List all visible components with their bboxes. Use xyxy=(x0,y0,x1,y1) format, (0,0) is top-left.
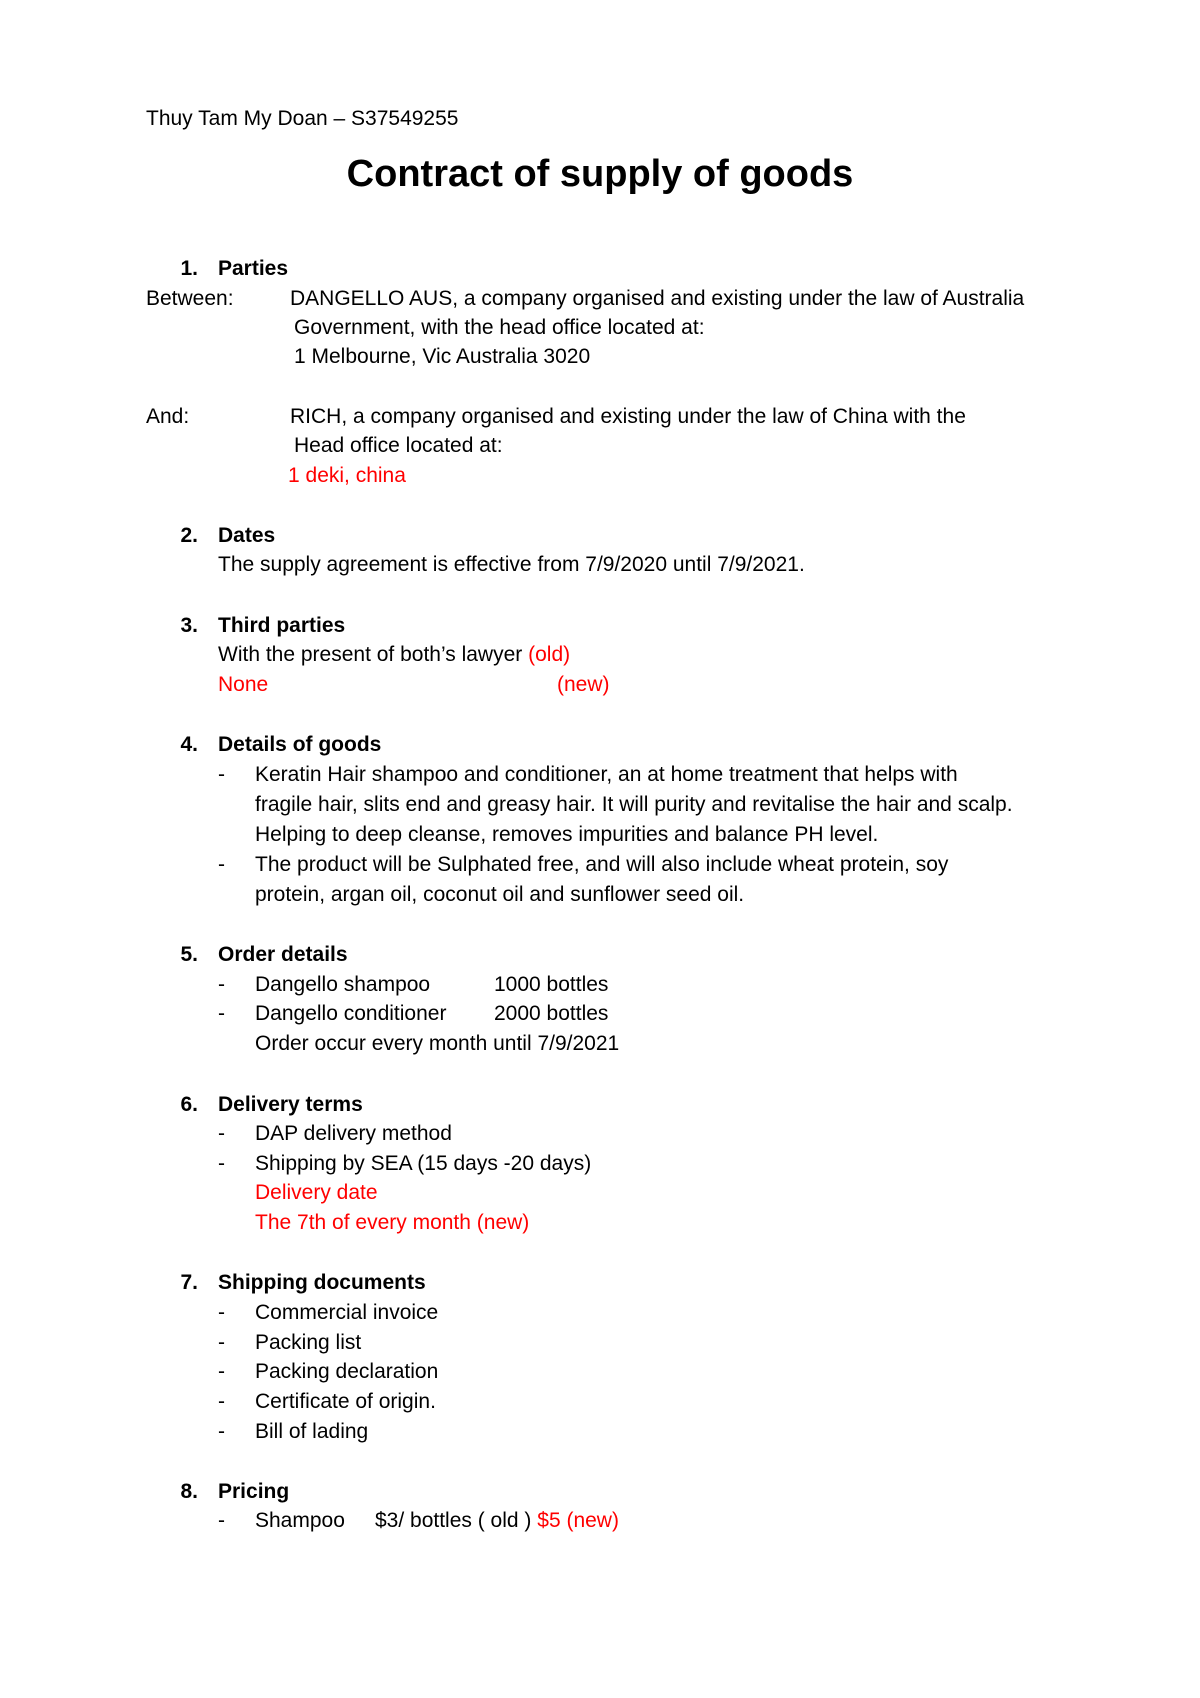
document-item: Bill of lading xyxy=(255,1420,369,1443)
section-heading-parties: Parties xyxy=(218,257,289,280)
section-heading-pricing: Pricing xyxy=(218,1480,290,1503)
and-line-1: RICH, a company organised and existing under the law of China with the xyxy=(290,405,966,428)
and-address-new: 1 deki, china xyxy=(288,464,406,487)
goods-bullet-2-line-2: protein, argan oil, coconut oil and sunflower seed oil. xyxy=(255,883,745,906)
between-line-3: 1 Melbourne, Vic Australia 3020 xyxy=(294,345,591,368)
document-item: Certificate of origin. xyxy=(255,1390,436,1413)
bullet-dash: - xyxy=(218,763,225,786)
section-heading-order: Order details xyxy=(218,943,348,966)
dates-text: The supply agreement is effective from 7/9/2020 until 7/9/2021. xyxy=(218,553,805,576)
between-line-1: DANGELLO AUS, a company organised and existing under the law of Australia xyxy=(290,287,1025,310)
section-heading-dates: Dates xyxy=(218,524,276,547)
section-heading-third-parties: Third parties xyxy=(218,614,346,637)
section-number-parties: 1. xyxy=(180,257,198,280)
section-number-goods: 4. xyxy=(180,733,198,756)
and-line-2: Head office located at: xyxy=(294,434,503,457)
document-title: Contract of supply of goods xyxy=(346,153,854,195)
delivery-date-value: The 7th of every month (new) xyxy=(255,1211,530,1234)
section-heading-documents: Shipping documents xyxy=(218,1271,426,1294)
section-number-order: 5. xyxy=(180,943,198,966)
third-parties-old-tag: (old) xyxy=(528,643,571,666)
and-label: And: xyxy=(146,405,190,428)
bullet-dash: - xyxy=(218,1420,225,1443)
section-number-delivery: 6. xyxy=(180,1093,198,1116)
order-item-product: Dangello conditioner xyxy=(255,1002,447,1025)
bullet-dash: - xyxy=(218,1509,225,1532)
bullet-dash: - xyxy=(218,1360,225,1383)
goods-bullet-1-line-1: Keratin Hair shampoo and conditioner, an at home treatment that helps with xyxy=(255,763,958,786)
order-item-product: Dangello shampoo xyxy=(255,973,431,996)
delivery-item: DAP delivery method xyxy=(255,1122,452,1145)
bullet-dash: - xyxy=(218,1152,225,1175)
section-number-pricing: 8. xyxy=(180,1480,198,1503)
order-note: Order occur every month until 7/9/2021 xyxy=(255,1032,620,1055)
section-heading-delivery: Delivery terms xyxy=(218,1093,363,1116)
between-line-2: Government, with the head office located at: xyxy=(294,316,705,339)
order-item-qty: 1000 bottles xyxy=(494,973,609,996)
goods-bullet-1-line-3: Helping to deep cleanse, removes impurities and balance PH level. xyxy=(255,823,879,846)
pricing-old-price: $3/ bottles ( old ) xyxy=(375,1509,532,1532)
document-item: Packing list xyxy=(255,1331,362,1354)
delivery-date-label: Delivery date xyxy=(255,1181,378,1204)
third-parties-old-text xyxy=(218,640,570,669)
section-number-third-parties: 3. xyxy=(180,614,198,637)
third-parties-new-tag: (new) xyxy=(557,673,610,696)
third-parties-old-value: With the present of both’s lawyer xyxy=(218,643,523,666)
bullet-dash: - xyxy=(218,1002,225,1025)
delivery-item: Shipping by SEA (15 days -20 days) xyxy=(255,1152,592,1175)
goods-bullet-2-line-1: The product will be Sulphated free, and will also include wheat protein, soy xyxy=(255,853,949,876)
order-item-qty: 2000 bottles xyxy=(494,1002,609,1025)
bullet-dash: - xyxy=(218,853,225,876)
pricing-new-price: $5 (new) xyxy=(537,1509,619,1532)
between-label: Between: xyxy=(146,287,234,310)
bullet-dash: - xyxy=(218,1301,225,1324)
section-number-documents: 7. xyxy=(180,1271,198,1294)
section-heading-goods: Details of goods xyxy=(218,733,382,756)
pricing-values xyxy=(375,1506,619,1535)
document-item: Packing declaration xyxy=(255,1360,439,1383)
third-parties-new-value: None xyxy=(218,673,269,696)
bullet-dash: - xyxy=(218,973,225,996)
pricing-product: Shampoo xyxy=(255,1509,345,1532)
bullet-dash: - xyxy=(218,1390,225,1413)
author-line: Thuy Tam My Doan – S37549255 xyxy=(146,107,459,130)
section-number-dates: 2. xyxy=(180,524,198,547)
document-item: Commercial invoice xyxy=(255,1301,439,1324)
bullet-dash: - xyxy=(218,1122,225,1145)
bullet-dash: - xyxy=(218,1331,225,1354)
goods-bullet-1-line-2: fragile hair, slits end and greasy hair. It will purity and revitalise the hair and scalp. xyxy=(255,793,1013,816)
